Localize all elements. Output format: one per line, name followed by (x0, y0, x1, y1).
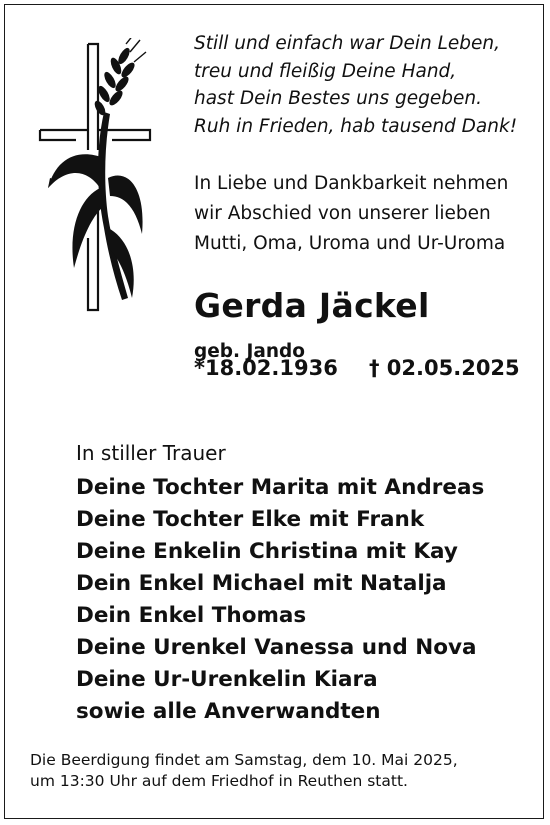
farewell-text (194, 169, 534, 259)
mourner-entry: Deine Tochter Marita mit Andreas (76, 475, 485, 500)
funeral-line: Die Beerdigung findet am Samstag, dem 10. Mai 2025, (30, 751, 458, 769)
funeral-line: um 13:30 Uhr auf dem Friedhof in Reuthen statt. (30, 772, 408, 790)
farewell-line: In Liebe und Dankbarkeit nehmen (194, 173, 509, 194)
mourner-entry: Deine Urenkel Vanessa und Nova (76, 635, 477, 660)
poem-line: hast Dein Bestes uns gegeben. (194, 88, 483, 109)
deceased-name: Gerda Jäckel (194, 286, 430, 325)
farewell-line: wir Abschied von unserer lieben (194, 203, 491, 224)
mourners-intro: In stiller Trauer (76, 441, 226, 465)
poem-line: Ruh in Frieden, hab tausend Dank! (194, 115, 518, 137)
mourner-entry: Deine Tochter Elke mit Frank (76, 507, 425, 532)
death-date: † 02.05.2025 (369, 356, 520, 380)
mourner-entry: Dein Enkel Thomas (76, 603, 307, 628)
mourners-list (76, 472, 484, 728)
farewell-line: Mutti, Oma, Uroma und Ur-Uroma (194, 233, 506, 254)
cross-with-wheat-icon (38, 38, 158, 318)
funeral-info (30, 750, 530, 792)
mourner-entry: Dein Enkel Michael mit Natalja (76, 571, 447, 596)
poem-line: treu und fleißig Deine Hand, (194, 60, 457, 82)
poem-verse (194, 30, 534, 140)
mourner-entry: sowie alle Anverwandten (76, 699, 381, 724)
birth-date: *18.02.1936 (194, 356, 338, 380)
birth-name: geb. Jando (194, 341, 305, 362)
poem-line: Still und einfach war Dein Leben, (194, 33, 500, 54)
mourner-entry: Deine Enkelin Christina mit Kay (76, 539, 458, 564)
mourner-entry: Deine Ur-Urenkelin Kiara (76, 667, 378, 692)
